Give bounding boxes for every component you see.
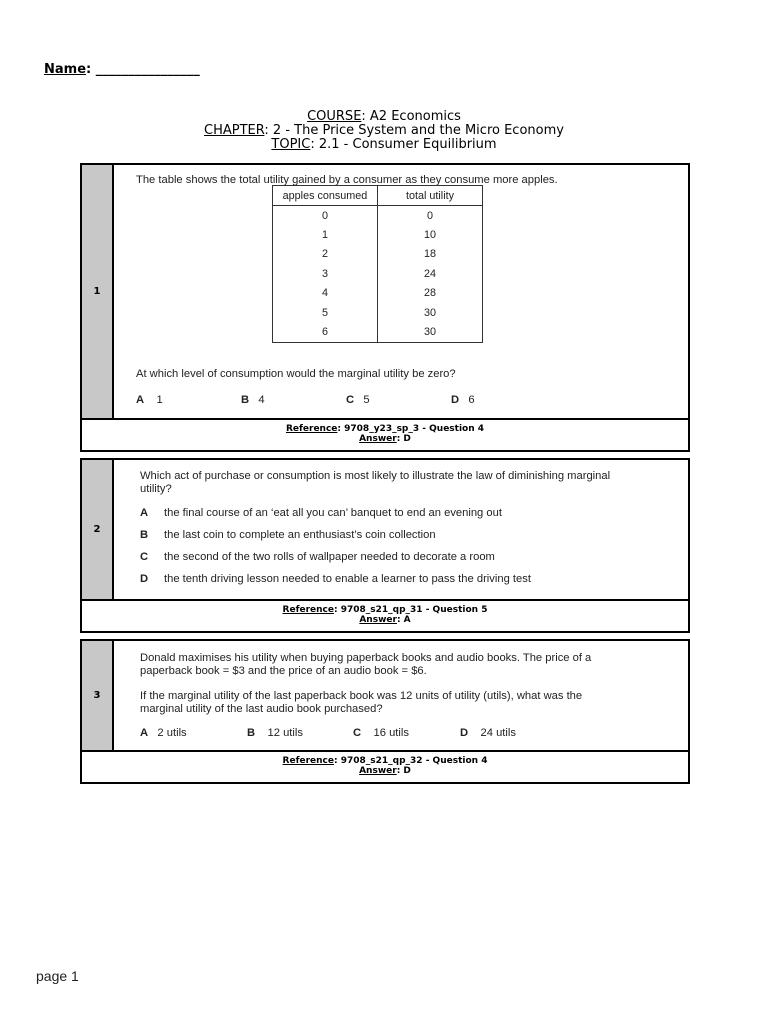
reference-value: : 9708_s21_qp_31 - Question 5	[333, 605, 488, 615]
option-text: the last coin to complete an enthusiast’s coin collection	[164, 529, 436, 541]
table-row	[273, 322, 483, 342]
reference-key: Reference	[285, 424, 338, 434]
question-prompt: At which level of consumption would the marginal utility be zero?	[136, 368, 456, 380]
reference-block	[82, 601, 688, 631]
paragraph-1-line-2: paperback book = $3 and the price of an audio book = $6.	[140, 665, 427, 677]
option-letter: D	[140, 573, 149, 585]
table-cell: 6	[273, 322, 378, 342]
chapter-value: : 2 - The Price System and the Micro Economy	[264, 123, 564, 138]
paragraph-2-line-1: If the marginal utility of the last paperback book was 12 units of utility (utils), what was the	[140, 690, 583, 702]
table-cell: 2	[273, 245, 378, 264]
question-content	[114, 641, 688, 750]
question-2	[80, 458, 690, 633]
chapter-key: CHAPTER	[204, 123, 265, 138]
option-text: 24 utils	[480, 727, 516, 739]
option-letter: D	[451, 394, 460, 406]
option-a	[140, 507, 502, 519]
table-cell: 0	[273, 206, 378, 226]
topic-line	[0, 138, 768, 152]
question-content	[114, 460, 688, 599]
page-number: page 1	[36, 968, 79, 984]
course-key: COURSE	[307, 109, 362, 124]
question-number: 3	[82, 641, 114, 750]
table-cell: 1	[273, 225, 378, 244]
answer-line	[82, 434, 688, 444]
option-text: the tenth driving lesson needed to enable a learner to pass the driving test	[164, 573, 531, 585]
table-row	[273, 284, 483, 303]
option-d	[460, 727, 516, 739]
reference-value: : 9708_y23_sp_3 - Question 4	[337, 424, 485, 434]
document-header	[0, 110, 768, 152]
option-c	[353, 727, 409, 739]
option-letter: B	[241, 394, 250, 406]
question-1-body	[82, 165, 688, 420]
option-text: 5	[363, 394, 370, 406]
option-text: 16 utils	[373, 727, 409, 739]
option-letter: C	[346, 394, 355, 406]
utility-table	[272, 185, 483, 343]
option-text: 2 utils	[157, 727, 187, 739]
table-cell: 4	[273, 284, 378, 303]
reference-line	[82, 756, 688, 766]
name-field	[44, 62, 200, 77]
table-cell: 30	[378, 322, 483, 342]
option-text: the final course of an ‘eat all you can’ banquet to end an evening out	[164, 507, 502, 519]
question-stem: The table shows the total utility gained by a consumer as they consume more apples.	[136, 174, 558, 186]
table-row	[273, 225, 483, 244]
option-b	[140, 529, 436, 541]
answer-value: : D	[396, 766, 411, 776]
table-row	[273, 245, 483, 264]
topic-value: : 2.1 - Consumer Equilibrium	[310, 137, 497, 152]
table-row	[273, 206, 483, 226]
answer-value: : A	[396, 615, 411, 625]
option-text: the second of the two rolls of wallpaper needed to decorate a room	[164, 551, 495, 563]
question-3	[80, 639, 690, 784]
table-cell: 24	[378, 264, 483, 283]
column-header: apples consumed	[273, 186, 378, 206]
option-letter: D	[460, 727, 469, 739]
column-header: total utility	[378, 186, 483, 206]
table-cell: 18	[378, 245, 483, 264]
question-content	[114, 165, 688, 418]
option-letter: C	[140, 551, 149, 563]
paragraph-2-line-2: marginal utility of the last audio book purchased?	[140, 703, 383, 715]
answer-line	[82, 766, 688, 776]
table-cell: 10	[378, 225, 483, 244]
question-stem-line-1: Which act of purchase or consumption is most likely to illustrate the law of diminishing marginal	[140, 470, 611, 482]
option-letter: B	[140, 529, 149, 541]
course-value: : A2 Economics	[361, 109, 461, 124]
question-number: 1	[82, 165, 114, 418]
answer-key: Answer	[359, 766, 397, 776]
answer-key: Answer	[359, 434, 397, 444]
reference-block	[82, 420, 688, 450]
table-cell: 0	[378, 206, 483, 226]
option-letter: A	[140, 507, 149, 519]
option-letter: B	[247, 727, 256, 739]
table-row	[273, 303, 483, 322]
question-3-body	[82, 641, 688, 752]
option-letter: C	[353, 727, 362, 739]
option-c	[346, 394, 370, 406]
option-text: 6	[468, 394, 475, 406]
option-text: 4	[258, 394, 265, 406]
option-b	[241, 394, 265, 406]
option-c	[140, 551, 495, 563]
table-row	[273, 264, 483, 283]
answer-value: : D	[396, 434, 411, 444]
answer-line	[82, 615, 688, 625]
option-a	[140, 727, 187, 739]
option-text: 12 utils	[267, 727, 303, 739]
name-blank: : ________________	[86, 62, 200, 77]
option-text: 1	[156, 394, 163, 406]
name-label: Name	[44, 62, 87, 77]
topic-key: TOPIC	[271, 137, 311, 152]
table-cell: 5	[273, 303, 378, 322]
answer-key: Answer	[359, 615, 397, 625]
option-letter: A	[140, 727, 149, 739]
reference-value: : 9708_s21_qp_32 - Question 4	[333, 756, 488, 766]
course-line	[0, 110, 768, 124]
table-cell: 3	[273, 264, 378, 283]
table-cell: 28	[378, 284, 483, 303]
reference-block	[82, 752, 688, 782]
table-header-row	[273, 186, 483, 206]
option-d	[140, 573, 531, 585]
option-b	[247, 727, 303, 739]
reference-key: Reference	[282, 756, 334, 766]
question-1	[80, 163, 690, 452]
reference-line	[82, 424, 688, 434]
option-d	[451, 394, 475, 406]
question-stem-line-2: utility?	[140, 483, 172, 495]
table-cell: 30	[378, 303, 483, 322]
option-a	[136, 394, 163, 406]
question-2-body	[82, 460, 688, 601]
paragraph-1-line-1: Donald maximises his utility when buying paperback books and audio books. The price of a	[140, 652, 592, 664]
option-letter: A	[136, 394, 145, 406]
question-number: 2	[82, 460, 114, 599]
chapter-line	[0, 124, 768, 138]
reference-key: Reference	[282, 605, 334, 615]
reference-line	[82, 605, 688, 615]
